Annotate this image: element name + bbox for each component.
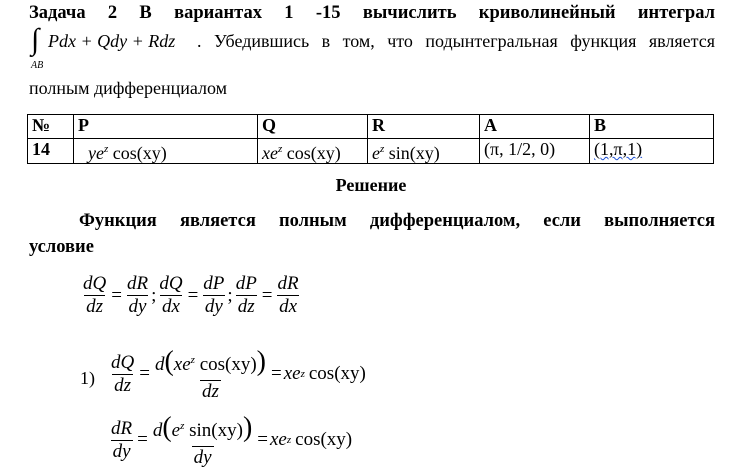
integral-icon: ∫ <box>31 23 40 56</box>
derivative-fraction: $\frac{d(xe^z \cos(xy))}{dz}$ <box>154 346 266 402</box>
result-fn: cos(xy) <box>295 429 353 450</box>
equals-sign: = <box>271 363 282 384</box>
p-coef: ye <box>88 143 104 163</box>
condition-text-line2: условие <box>29 237 94 257</box>
cell-p <box>74 139 258 164</box>
integral-limits: AB <box>31 60 44 71</box>
fraction-dr-dy: $\frac{dR}{dy}$ <box>126 273 149 317</box>
q-fn: cos(xy) <box>286 143 341 163</box>
header-p: P <box>74 115 258 139</box>
q-coef: xe <box>262 143 278 163</box>
condition-formula <box>80 273 302 318</box>
equals-sign: = <box>187 284 199 306</box>
separator: ; <box>227 284 233 306</box>
cell-a: (π, 1/2, 0) <box>480 139 590 164</box>
header-q: Q <box>258 115 368 139</box>
result-fn: cos(xy) <box>308 363 366 384</box>
equals-sign: = <box>139 363 150 384</box>
q-exp: z <box>277 143 283 155</box>
fraction-dq-dz: $\frac{dQ}{dz}$ <box>111 351 135 396</box>
separator: ; <box>151 284 157 306</box>
equals-sign: = <box>111 284 122 306</box>
fraction-dq-dx: $\frac{dQ}{dx}$ <box>159 273 183 317</box>
task-text-line3: полным дифференциалом <box>29 78 228 98</box>
result-exp: z <box>300 368 305 380</box>
cell-r <box>368 139 480 164</box>
header-num: № <box>28 115 74 139</box>
fraction-dq-dz: $\frac{dQ}{dz}$ <box>83 273 107 317</box>
step-label: 1) <box>80 368 95 388</box>
cell-num: 14 <box>28 139 74 164</box>
header-r: R <box>368 115 480 139</box>
p-exp: z <box>103 143 109 155</box>
fraction-dr-dy: $\frac{dR}{dy}$ <box>111 417 133 462</box>
task-text-line2: . Убедившись в том, что подынтегральная функция является <box>197 31 715 51</box>
result-coef: xe <box>270 429 287 450</box>
task-heading: Задача 2 В вариантах 1 -15 вычислить криволинейный интеграл <box>29 3 715 23</box>
fraction-dp-dz: $\frac{dP}{dz}$ <box>235 273 257 317</box>
table-row <box>28 139 714 164</box>
derivative-fraction: $\frac{d(e^z \sin(xy))}{dy}$ <box>152 412 253 468</box>
step1b-formula <box>108 411 352 469</box>
equals-sign: = <box>261 284 273 306</box>
point-b: (1,π,1) <box>594 139 643 159</box>
variant-table <box>27 114 714 164</box>
cell-q <box>258 139 368 164</box>
fraction-dr-dx: $\frac{dR}{dx}$ <box>277 273 299 317</box>
condition-text-line1: Функция является полным дифференциалом, если выполняется <box>79 211 715 231</box>
step1-formula <box>108 345 366 403</box>
result-exp: z <box>286 434 292 446</box>
r-exp: z <box>380 143 385 155</box>
r-fn: sin(xy) <box>388 143 440 163</box>
result-coef: xe <box>283 363 301 384</box>
p-fn: cos(xy) <box>112 143 167 163</box>
equals-sign: = <box>137 429 148 450</box>
r-coef: e <box>372 143 380 163</box>
solution-title: Решение <box>335 175 407 195</box>
integrand: Pdx + Qdy + Rdz <box>48 31 176 51</box>
header-b: B <box>590 115 714 139</box>
table-header-row <box>28 115 714 139</box>
equals-sign: = <box>257 429 268 450</box>
header-a: A <box>480 115 590 139</box>
cell-b <box>590 139 714 164</box>
fraction-dp-dy: $\frac{dP}{dy}$ <box>203 273 225 317</box>
